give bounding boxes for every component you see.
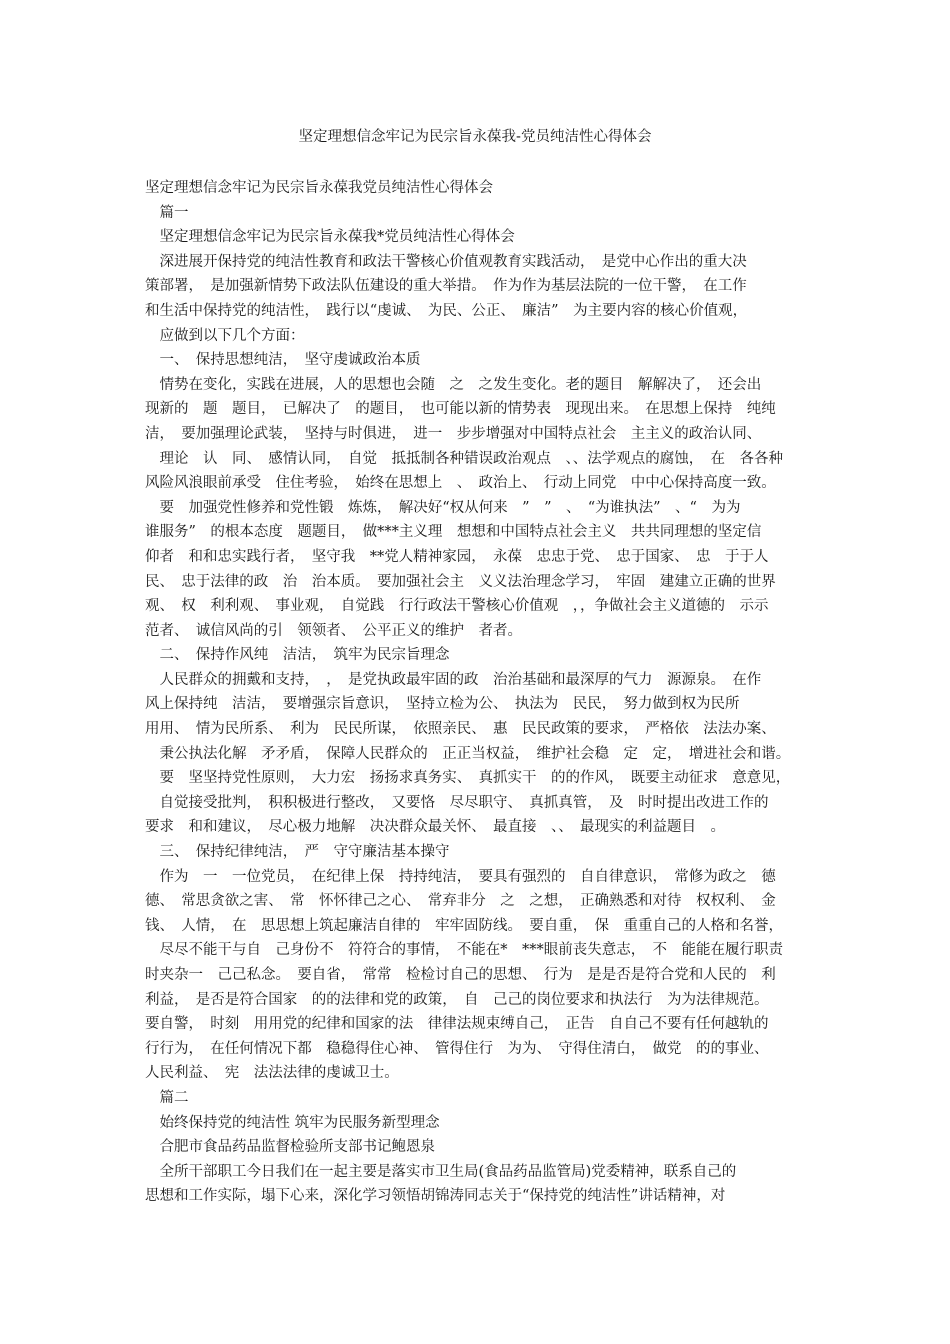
text-line: 风险风浪眼前承受 住住考验， 始终在思想上 、 政治上、 行动上同党 中中心保持高度一致。 (145, 475, 776, 492)
text-line: 自觉接受批判， 积积极进行整改， 又要恪 尽尽职守、 真抓真管， 及 时时提出改进工作的 (145, 794, 769, 811)
text-line: 思想和工作实际，塌下心来，深化学习领悟胡锦涛同志关于“保持党的纯洁性”讲话精神，对 (145, 1188, 726, 1205)
text-line: 时夹杂一 己己私念。 要自省， 常常 检检讨自己的思想、 行为 是是否是符合党和人民的 利 (145, 967, 776, 983)
text-line: 一、 保持思想纯洁， 坚守虔诚政治本质 (145, 352, 421, 369)
text-line: 全所干部职工今日我们在一起主要是落实市卫生局(食品药品监管局)党委精神，联系自己的 (145, 1163, 737, 1180)
text-line: 现新的 题 题目， 已解决了 的题目， 也可能以新的情势表 现现出来。 在思想上保持 纯纯 (145, 401, 776, 418)
text-line: 范者、 诚信风尚的引 领领者、 公平正义的维护 者者。 (145, 622, 522, 639)
text-line: 坚定理想信念牢记为民宗旨永葆我*党员纯洁性心得体会 (145, 229, 515, 246)
text-line: 二、 保持作风纯 洁洁， 筑牢为民宗旨理念 (145, 647, 450, 664)
document-body (145, 176, 815, 1209)
text-line: 民、 忠于法律的政 治 治本质。 要加强社会主 义义法治理念学习， 牢固 建建立正确的世界 (145, 573, 776, 590)
text-line: 用用、 情为民所系、 利为 民民所谋， 依照亲民、 惠 民民政策的要求， 严格依 法法办案、 (145, 721, 776, 738)
text-line: 要 加强党性修养和党性锻 炼炼， 解决好“权从何来 ” ” 、 “为谁执法” 、“ 为为 (145, 499, 741, 516)
text-line: 合肥市食品药品监督检验所支部书记鲍恩泉 (145, 1139, 435, 1156)
text-line: 和生活中保持党的纯洁性， 践行以“虔诚、 为民、公正、 廉洁” 为主要内容的核心价值观， (145, 302, 748, 319)
text-line: 人民群众的拥戴和支持， ， 是党执政最牢固的政 治治基础和最深厚的气力 源源泉。 在作 (145, 671, 762, 688)
text-line: 篇一 (145, 204, 189, 221)
text-line: 观、 权 利利观、 事业观， 自觉践 行行政法干警核心价值观 ，，争做社会主义道德的 示示 (145, 598, 769, 615)
text-line: 要 坚坚持党性原则， 大力宏 扬扬求真务实、 真抓实干 的的作风， 既要主动征求 意意见， (145, 770, 791, 787)
document-title: 坚定理想信念牢记为民宗旨永葆我-党员纯洁性心得体会 (298, 129, 652, 145)
text-line: 三、 保持纪律纯洁， 严 守守廉洁基本操守 (145, 844, 450, 861)
text-line: 人民利益、 宪 法法法律的虔诚卫士。 (145, 1065, 399, 1082)
text-line: 谁服务” 的根本态度 题题目， 做***主义理 想想和中国特点社会主义 共共同理想的坚定信 (145, 524, 762, 541)
text-line: 理论 认 同、 感情认同， 自觉 抵抵制各种错误政治观点 、、法学观点的腐蚀， 在 各各种 (145, 450, 783, 467)
text-line: 深进展开保持党的纯洁性教育和政法干警核心价值观教育实践活动， 是党中心作出的重大决 (145, 253, 747, 270)
text-line: 作为 一 一位党员， 在纪律上保 持持纯洁， 要具有强烈的 自自律意识， 常修为政之 德 (145, 868, 776, 885)
text-line: 秉公执法化解 矛矛盾， 保障人民群众的 正正当权益， 维护社会稳 定 定， 增进社会和谐。 (145, 745, 791, 762)
text-line: 尽尽不能干与自 己身份不 符符合的事情， 不能在* ***眼前丧失意志， 不 能能在履行职责 (145, 942, 783, 959)
text-line: 风上保持纯 洁洁， 要增强宗旨意识， 坚持立检为公、 执法为 民民， 努力做到权为民所 (145, 696, 740, 713)
text-line: 德、 常思贪欲之害、 常 怀怀律己之心、 常弃非分 之 之想， 正确熟悉和对待 权权利、 金 (145, 893, 776, 910)
text-line: 洁， 要加强理论武装， 坚持与时俱进， 进一 步步增强对中国特点社会 主主义的政治认同、 (145, 425, 762, 442)
text-line: 要求 和和建议， 尽心极力地解 决决群众最关怀、 最直接 、、 最现实的利益题目 。 (145, 819, 725, 836)
text-line: 坚定理想信念牢记为民宗旨永葆我党员纯洁性心得体会 (145, 180, 493, 196)
text-line: 始终保持党的纯洁性 筑牢为民服务新型理念 (145, 1114, 440, 1131)
text-line: 利益， 是否是符合国家 的的法律和党的政策， 自 己己的岗位要求和执法行 为为法律规范。 (145, 991, 769, 1008)
text-line: 仰者 和和忠实践行者， 坚守我 **党人精神家园， 永葆 忠忠于党、 忠于国家、 忠 于于人 (145, 548, 769, 565)
text-line: 行行为， 在任何情况下都 稳稳得住心神、 管得住行 为为、 守得住清白， 做党 的的事业、 (145, 1040, 769, 1057)
text-line: 应做到以下几个方面： (145, 327, 305, 344)
text-line: 情势在变化，实践在进展，人的思想也会随 之 之发生变化。老的题目 解解决了， 还会出 (145, 376, 762, 393)
text-line: 篇二 (145, 1089, 189, 1106)
text-line: 策部署， 是加强新情势下政法队伍建设的重大举措。 作为作为基层法院的一位干警， 在工作 (145, 278, 747, 295)
text-line: 钱、 人情， 在 思思想上筑起廉洁自律的 牢牢固防线。 要自重， 保 重重自己的人格和名誉， (145, 917, 783, 934)
text-line: 要自警， 时刻 用用党的纪律和国家的法 律律法规束缚自己， 正告 自自己不要有任何越轨的 (145, 1016, 769, 1033)
